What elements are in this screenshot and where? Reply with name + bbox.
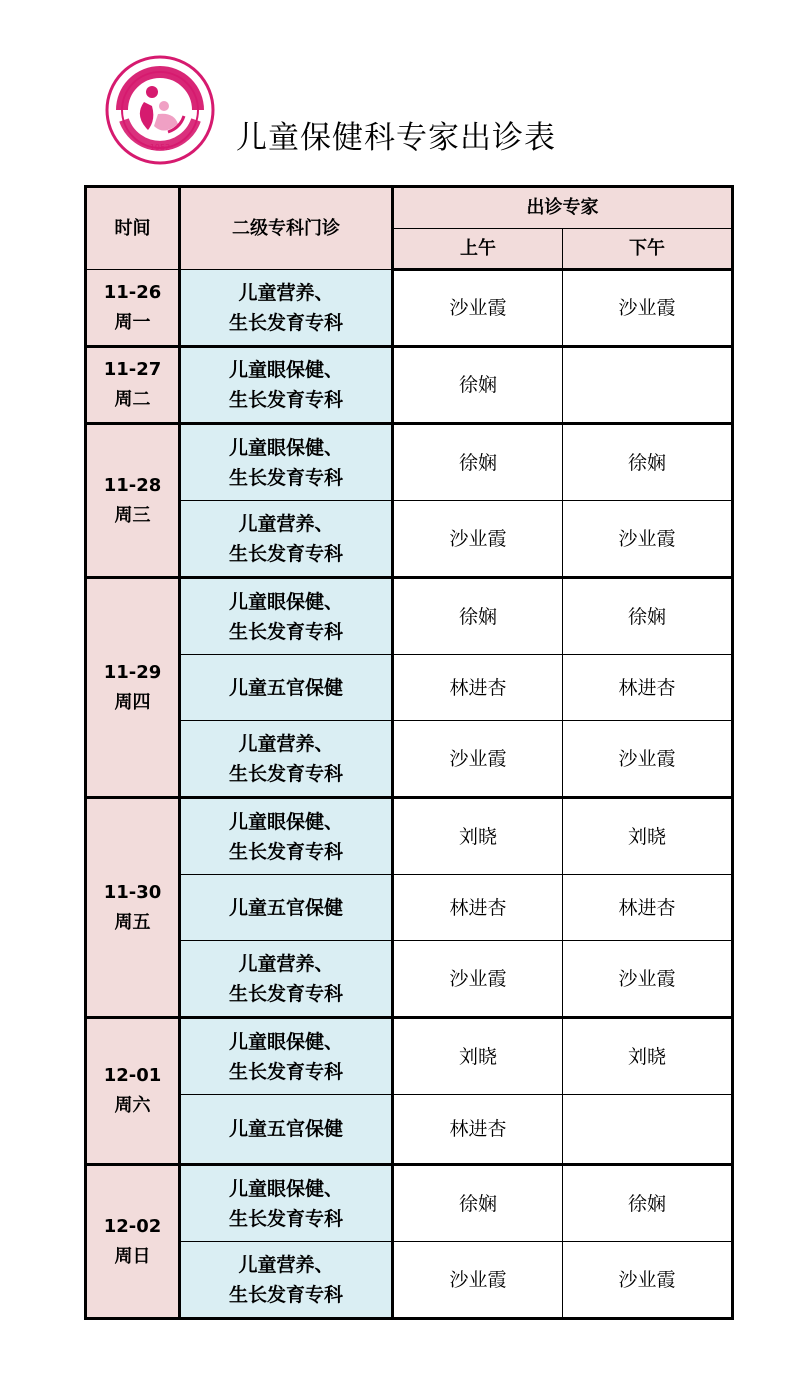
date-label: 12-02 — [103, 1215, 162, 1237]
schedule-row — [86, 347, 733, 424]
schedule-row — [86, 721, 733, 798]
specialty-cell — [180, 875, 393, 941]
hospital-logo — [104, 54, 216, 166]
time-header: 时间 — [86, 187, 180, 270]
specialty-line-1: 儿童眼保健、 — [228, 1177, 343, 1200]
pm-doctor-cell: 刘晓 — [563, 798, 733, 875]
schedule-row — [86, 798, 733, 875]
specialty-line-1: 儿童营养、 — [238, 952, 334, 975]
specialty-cell — [180, 1242, 393, 1319]
schedule-row — [86, 875, 733, 941]
pm-doctor-cell: 沙业霞 — [563, 1242, 733, 1319]
pm-doctor-cell: 林进杏 — [563, 875, 733, 941]
specialty-cell — [180, 941, 393, 1018]
date-cell — [86, 1018, 180, 1165]
specialty-cell — [180, 721, 393, 798]
date-cell — [86, 424, 180, 578]
specialty-line-1: 儿童眼保健、 — [228, 590, 343, 613]
date-cell — [86, 578, 180, 798]
specialty-line-1: 儿童营养、 — [238, 281, 334, 304]
date-label: 11-27 — [103, 359, 162, 380]
weekday-label: 周五 — [114, 911, 151, 933]
date-cell — [86, 347, 180, 424]
schedule-row — [86, 424, 733, 501]
specialty-line-1: 儿童五官保健 — [228, 1118, 343, 1140]
specialty-line-1: 儿童眼保健、 — [228, 1030, 343, 1053]
experts-header: 出诊专家 — [393, 187, 733, 229]
pm-doctor-cell: 沙业霞 — [563, 941, 733, 1018]
am-doctor-cell: 徐娴 — [393, 578, 563, 655]
weekday-label: 周六 — [114, 1095, 151, 1116]
specialty-line-2: 生长发育专科 — [228, 1060, 343, 1083]
specialty-line-2: 生长发育专科 — [228, 311, 343, 334]
specialty-cell — [180, 1095, 393, 1165]
schedule-row — [86, 578, 733, 655]
pm-doctor-cell: 沙业霞 — [563, 721, 733, 798]
specialty-line-1: 儿童五官保健 — [228, 676, 343, 699]
specialty-line-1: 儿童眼保健、 — [228, 810, 343, 833]
am-doctor-cell: 刘晓 — [393, 798, 563, 875]
weekday-label: 周四 — [114, 691, 151, 713]
am-doctor-cell: 刘晓 — [393, 1018, 563, 1095]
schedule-row — [86, 501, 733, 578]
specialty-line-1: 儿童眼保健、 — [228, 436, 343, 459]
weekday-label: 周一 — [114, 311, 151, 333]
schedule-row — [86, 1242, 733, 1319]
pm-doctor-cell: 林进杏 — [563, 655, 733, 721]
date-label: 11-28 — [103, 474, 162, 496]
pm-doctor-cell: 沙业霞 — [563, 501, 733, 578]
specialty-line-2: 生长发育专科 — [228, 982, 343, 1005]
specialty-line-2: 生长发育专科 — [228, 389, 343, 411]
am-doctor-cell: 沙业霞 — [393, 1242, 563, 1319]
specialty-line-1: 儿童营养、 — [238, 1253, 334, 1276]
date-cell — [86, 798, 180, 1018]
pm-doctor-cell — [563, 1095, 733, 1165]
schedule-table — [84, 185, 734, 1320]
pm-doctor-cell: 刘晓 — [563, 1018, 733, 1095]
svg-text:1952: 1952 — [149, 143, 171, 152]
specialty-cell — [180, 270, 393, 347]
date-label: 12-01 — [103, 1065, 162, 1086]
specialty-cell — [180, 578, 393, 655]
specialty-cell — [180, 347, 393, 424]
specialty-line-2: 生长发育专科 — [228, 762, 343, 785]
specialty-line-1: 儿童五官保健 — [228, 896, 343, 919]
specialty-header: 二级专科门诊 — [180, 187, 393, 270]
specialty-cell — [180, 655, 393, 721]
specialty-cell — [180, 798, 393, 875]
pm-doctor-cell: 徐娴 — [563, 578, 733, 655]
page-title: 儿童保健科专家出诊表 — [236, 120, 556, 156]
schedule-row — [86, 1165, 733, 1242]
specialty-cell — [180, 501, 393, 578]
specialty-line-2: 生长发育专科 — [228, 466, 343, 489]
date-label: 11-29 — [103, 661, 162, 683]
schedule-row — [86, 941, 733, 1018]
specialty-cell — [180, 1018, 393, 1095]
pm-doctor-cell: 徐娴 — [563, 424, 733, 501]
am-doctor-cell: 林进杏 — [393, 655, 563, 721]
date-label: 11-26 — [103, 281, 162, 303]
schedule-row — [86, 655, 733, 721]
am-doctor-cell: 沙业霞 — [393, 270, 563, 347]
header-row-top — [86, 187, 733, 229]
hospital-logo-icon — [104, 54, 216, 166]
specialty-cell — [180, 1165, 393, 1242]
am-doctor-cell: 徐娴 — [393, 424, 563, 501]
am-doctor-cell: 林进杏 — [393, 875, 563, 941]
weekday-label: 周二 — [114, 389, 151, 410]
specialty-line-2: 生长发育专科 — [228, 1207, 343, 1230]
pm-header: 下午 — [563, 229, 733, 270]
date-cell — [86, 270, 180, 347]
date-cell — [86, 1165, 180, 1319]
date-label: 11-30 — [103, 881, 162, 903]
am-doctor-cell: 沙业霞 — [393, 501, 563, 578]
pm-doctor-cell — [563, 347, 733, 424]
weekday-label: 周三 — [114, 504, 151, 526]
specialty-line-2: 生长发育专科 — [228, 840, 343, 863]
schedule-row — [86, 270, 733, 347]
am-doctor-cell: 沙业霞 — [393, 941, 563, 1018]
pm-doctor-cell: 徐娴 — [563, 1165, 733, 1242]
am-doctor-cell: 徐娴 — [393, 347, 563, 424]
specialty-line-2: 生长发育专科 — [228, 1283, 343, 1306]
specialty-line-2: 生长发育专科 — [228, 542, 343, 565]
pm-doctor-cell: 沙业霞 — [563, 270, 733, 347]
specialty-line-2: 生长发育专科 — [228, 620, 343, 643]
am-doctor-cell: 林进杏 — [393, 1095, 563, 1165]
am-header: 上午 — [393, 229, 563, 270]
am-doctor-cell: 徐娴 — [393, 1165, 563, 1242]
schedule-row — [86, 1018, 733, 1095]
specialty-cell — [180, 424, 393, 501]
specialty-line-1: 儿童眼保健、 — [228, 359, 343, 381]
specialty-line-1: 儿童营养、 — [238, 512, 334, 535]
am-doctor-cell: 沙业霞 — [393, 721, 563, 798]
specialty-line-1: 儿童营养、 — [238, 732, 334, 755]
schedule-row — [86, 1095, 733, 1165]
weekday-label: 周日 — [114, 1245, 151, 1267]
